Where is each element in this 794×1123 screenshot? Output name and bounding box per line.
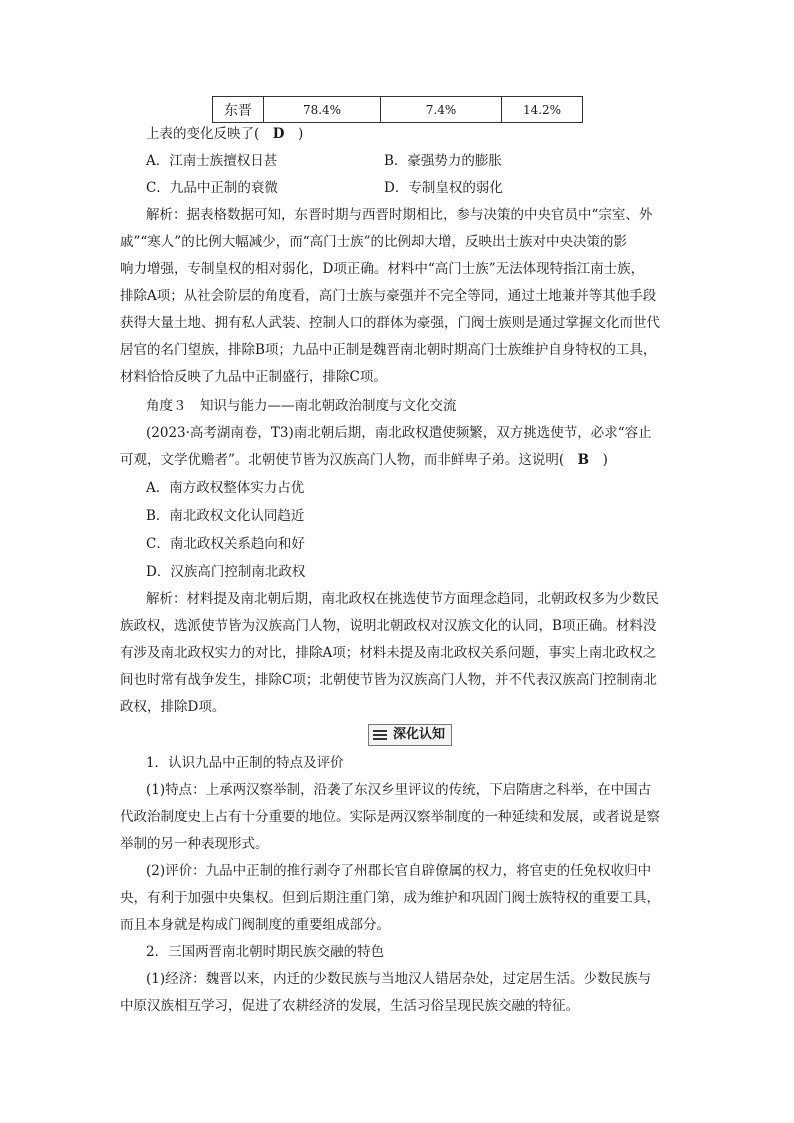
analysis-line: 有涉及南北政权实力的对比，排除A项；材料未提及南北政权关系问题，事实上南北政权之 — [120, 645, 657, 661]
paragraph-line: 央，有利于加强中央集权。但到后期注重门第，成为维护和巩固门阀士族特权的重要工具， — [120, 890, 660, 906]
option-a: A．江南士族擅权日甚 — [146, 153, 278, 169]
paragraph-line: 而且本身就是构成门阀制度的重要组成部分。 — [120, 917, 390, 933]
options-row — [146, 151, 668, 171]
paragraph-line: (1)经济：魏晋以来，内迁的少数民族与当地汉人错居杂处，过定居生活。少数民族与 — [146, 971, 652, 987]
answer-letter: B — [577, 452, 590, 468]
table-cell-value: 14.2% — [502, 97, 583, 123]
section-title: 角度３ 知识与能力——南北朝政治制度与文化交流 — [146, 398, 457, 414]
answer-letter: D — [272, 126, 285, 142]
table-cell-value: 78.4% — [264, 97, 381, 123]
options-row — [146, 178, 668, 198]
analysis-line: 解析：材料提及南北朝后期，南北政权在挑选使节方面理念趋同，北朝政权多为少数民 — [146, 591, 659, 607]
analysis-line: 排除A项；从社会阶层的角度看，高门士族与豪强并不完全等同，通过土地兼并等其他手段 — [120, 288, 657, 304]
paragraph-line: (2)评价：九品中正制的推行剥夺了州郡长官自辟僚属的权力，将官吏的任免权收归中 — [146, 863, 652, 879]
question-stem — [146, 124, 303, 144]
analysis-line: 解析：据表格数据可知，东晋时期与西晋时期相比，参与决策的中央官员中“宗室、外 — [146, 207, 653, 223]
analysis-line: 响力增强，专制皇权的相对弱化，D项正确。材料中“高门士族”无法体现特指江南士族， — [120, 261, 645, 277]
analysis-line: 获得大量土地、拥有私人武装、控制人口的群体为豪强，门阀士族则是通过掌握文化而世代 — [120, 315, 660, 331]
paragraph-line: (1)特点：上承两汉察举制，沿袭了东汉乡里评议的传统，下启隋唐之科举，在中国古 — [146, 782, 652, 798]
stem-text: 上表的变化反映了( — [146, 126, 273, 142]
stem-text: ) — [589, 452, 608, 468]
analysis-line: 材料恰恰反映了九品中正制盛行，排除C项。 — [120, 369, 387, 385]
stem-text: 可观，文学优赡者”。北朝使节皆为汉族高门人物，而非鲜卑子弟。这说明( — [120, 452, 578, 468]
analysis-line: 族政权，选派使节皆为汉族高门人物，说明北朝政权对汉族文化的认同，B项正确。材料没 — [120, 618, 657, 634]
analysis-line: 间也时常有战争发生，排除C项；北朝使节皆为汉族高门人物，并不代表汉族高门控制南北 — [120, 672, 657, 688]
analysis-line: 戚”“寒人”的比例大幅减少，而“高门士族”的比例却大增，反映出士族对中央决策的影 — [120, 234, 628, 250]
analysis-line: 政权，排除D项。 — [120, 699, 226, 715]
question-stem: (2023·高考湖南卷，T3)南北朝后期，南北政权遣使频繁，双方挑选使节，必求“容止 — [146, 425, 652, 441]
table-cell-value: 7.4% — [381, 97, 502, 123]
analysis-line: 居官的名门望族，排除B项；九品中正制是魏晋南北朝时期高门士族维护自身特权的工具， — [120, 342, 657, 358]
stem-text: ) — [284, 126, 304, 142]
option-d: D．汉族高门控制南北政权 — [146, 564, 306, 580]
heading-text: 深化认知 — [393, 727, 446, 742]
paragraph-line: 中原汉族相互学习，促进了农耕经济的发展，生活习俗呈现民族交融的特征。 — [120, 998, 579, 1014]
option-b: B．南北政权文化认同趋近 — [146, 508, 305, 524]
data-table — [212, 96, 583, 123]
paragraph-line: 代政治制度史上占有十分重要的地位。实际是两汉察举制度的一种延续和发展，或者说是察 — [120, 809, 660, 825]
list-icon — [373, 729, 387, 741]
table-row — [213, 97, 583, 123]
option-b: B．豪强势力的膨胀 — [384, 153, 502, 169]
item-title: 2．三国两晋南北朝时期民族交融的特色 — [146, 944, 385, 960]
table-cell-dynasty: 东晋 — [213, 97, 264, 123]
option-c: C．九品中正制的衰微 — [146, 180, 278, 196]
item-title: 1．认识九品中正制的特点及评价 — [146, 755, 344, 771]
question-stem — [120, 450, 608, 470]
option-c: C．南北政权关系趋向和好 — [146, 536, 305, 552]
option-d: D．专制皇权的弱化 — [384, 180, 503, 196]
section-heading — [368, 724, 452, 746]
option-a: A．南方政权整体实力占优 — [146, 480, 305, 496]
paragraph-line: 举制的另一种表现形式。 — [120, 836, 269, 852]
